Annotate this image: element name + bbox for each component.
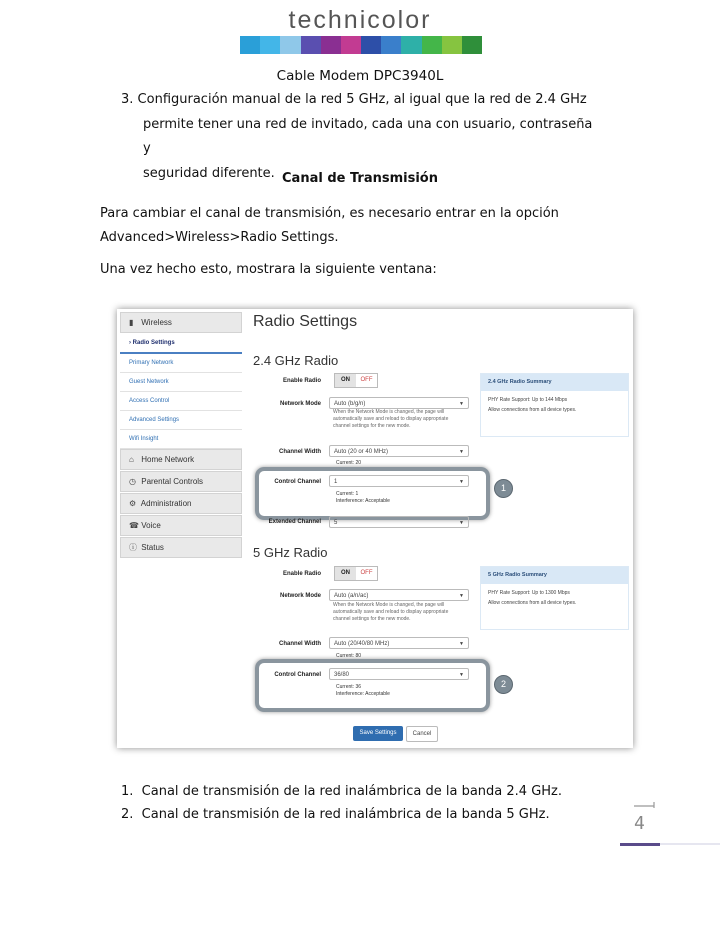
clock-icon: ◷ (129, 477, 136, 486)
select-value: Auto (20 or 40 MHz) (334, 449, 389, 455)
network-mode-select[interactable] (329, 589, 469, 601)
enable-radio-toggle[interactable] (334, 373, 378, 388)
stripe-block-7 (381, 36, 401, 54)
network-mode-label: Network Mode (279, 401, 321, 407)
channel-width-current: Current: 80 (336, 653, 362, 659)
control-channel-select[interactable] (329, 475, 469, 487)
stripe-block-11 (462, 36, 482, 54)
current-channel: Current: 36 (336, 684, 362, 690)
channel-width-label: Channel Width (279, 449, 321, 455)
chevron-right-icon: › (129, 340, 133, 346)
control-channel-label: Control Channel (274, 479, 321, 485)
sidebar-subitem-primary-network[interactable]: Primary Network (120, 354, 242, 373)
toggle-on[interactable]: ON (335, 567, 356, 580)
sidebar-subitem-advanced-settings[interactable]: Advanced Settings (120, 411, 242, 430)
sidebar-item-home-network[interactable] (120, 449, 242, 470)
sidebar-subitem-wifi-insight[interactable]: Wifi Insight (120, 430, 242, 449)
signal-bars-icon: ▮ (129, 318, 134, 327)
stripe-block-9 (422, 36, 442, 54)
sidebar-item-wireless[interactable] (120, 312, 242, 333)
sidebar-label: Administration (140, 499, 192, 508)
enable-radio-toggle[interactable] (334, 566, 378, 581)
dropdown-arrow-icon: ▼ (459, 449, 464, 455)
item-text-line3: seguridad diferente. (143, 165, 275, 181)
select-value: 36/80 (334, 672, 350, 678)
extended-channel-label: Extended Channel (268, 519, 321, 525)
document-title: Cable Modem DPC3940L (276, 68, 444, 84)
dropdown-arrow-icon: ▼ (459, 401, 464, 407)
summary-allow: Allow connections from all device types. (488, 407, 577, 413)
callout-badge-2: 2 (494, 675, 513, 694)
dropdown-arrow-icon: ▼ (459, 520, 464, 526)
channel-width-select[interactable] (329, 445, 469, 457)
select-value: Auto (b/g/n) (334, 401, 366, 407)
logo-color-stripe (240, 36, 482, 54)
stripe-block-5 (341, 36, 361, 54)
list-item-2 (121, 804, 562, 827)
info-icon: ⓘ (129, 543, 137, 552)
page-number-mark (620, 800, 720, 850)
control-channel-status (336, 684, 390, 697)
network-mode-help (333, 409, 471, 430)
dropdown-arrow-icon: ▼ (459, 479, 464, 485)
sidebar-label: Parental Controls (141, 477, 204, 486)
select-value: 1 (334, 479, 338, 485)
item-number: 3. (121, 92, 134, 107)
network-mode-label: Network Mode (279, 593, 321, 599)
interference-status: Interference: Acceptable (336, 497, 390, 504)
interference-status: Interference: Acceptable (336, 690, 390, 697)
sidebar-item-parental-controls[interactable] (120, 471, 242, 492)
extended-channel-select[interactable] (329, 516, 469, 528)
item-number: 1. (121, 784, 134, 799)
stripe-block-2 (280, 36, 300, 54)
stripe-block-4 (321, 36, 341, 54)
help-line: When the Network Mode is changed, the page will (333, 409, 445, 415)
sidebar-label: Radio Settings (132, 340, 175, 346)
gear-icon: ⚙ (129, 499, 137, 508)
help-line: When the Network Mode is changed, the page will (333, 602, 445, 608)
control-channel-label: Control Channel (274, 672, 321, 678)
dropdown-arrow-icon: ▼ (459, 672, 464, 678)
sidebar-subitem-guest-network[interactable]: Guest Network (120, 373, 242, 392)
save-settings-button[interactable]: Save Settings (353, 726, 403, 741)
channel-legend-list (121, 781, 562, 826)
radio-5-heading: 5 GHz Radio (253, 545, 328, 560)
radio-24-summary-panel (480, 373, 629, 437)
help-line: channel settings for the new mode. (333, 616, 411, 622)
sidebar-label: Home Network (141, 455, 195, 464)
channel-width-current: Current: 20 (336, 460, 362, 466)
sidebar-label: Voice (141, 521, 161, 530)
paragraph-line2: Advanced>Wireless>Radio Settings. (100, 230, 339, 245)
summary-title: 5 GHz Radio Summary (481, 567, 628, 584)
sidebar-item-status[interactable] (120, 537, 242, 558)
toggle-on[interactable]: ON (335, 374, 356, 387)
select-value: 5 (334, 520, 338, 526)
item-number: 2. (121, 806, 134, 822)
current-channel: Current: 1 (336, 491, 359, 497)
select-value: Auto (20/40/80 MHz) (334, 641, 390, 647)
page-number: 4 (634, 813, 645, 834)
phone-icon: ☎ (129, 521, 139, 530)
stripe-block-8 (401, 36, 421, 54)
item-text: Canal de transmisión de la red inalámbrica de la banda 2.4 GHz. (141, 784, 563, 799)
network-mode-help (333, 602, 471, 623)
sidebar (120, 312, 242, 559)
callout-badge-1: 1 (494, 479, 513, 498)
technicolor-logo: technicolor (288, 6, 432, 34)
stripe-block-3 (301, 36, 321, 54)
window-intro-paragraph: Una vez hecho esto, mostrara la siguiente ventana: (100, 262, 437, 277)
cancel-button[interactable]: Cancel (406, 726, 438, 742)
enable-radio-label: Enable Radio (282, 571, 321, 577)
item-text-line2: permite tener una red de invitado, cada una con usuario, contraseña y (143, 116, 593, 156)
sidebar-subitem-access-control[interactable]: Access Control (120, 392, 242, 411)
dropdown-arrow-icon: ▼ (459, 641, 464, 647)
stripe-block-6 (361, 36, 381, 54)
toggle-off[interactable]: OFF (360, 377, 373, 383)
channel-width-select[interactable] (329, 637, 469, 649)
sidebar-item-voice[interactable] (120, 515, 242, 536)
item-text-line1: Configuración manual de la red 5 GHz, al igual que la red de 2.4 GHz (137, 92, 587, 107)
stripe-block-10 (442, 36, 462, 54)
section-title: Canal de Transmisión (282, 171, 438, 186)
summary-title: 2.4 GHz Radio Summary (481, 374, 628, 391)
sidebar-label: Wireless (141, 318, 172, 327)
radio-5-summary-panel (480, 566, 629, 630)
sidebar-subitem-radio-settings[interactable] (120, 334, 242, 354)
summary-allow: Allow connections from all device types. (488, 600, 577, 606)
radio-24-heading: 2.4 GHz Radio (253, 353, 339, 368)
stripe-block-1 (260, 36, 280, 54)
select-value: Auto (a/n/ac) (334, 593, 369, 599)
channel-width-label: Channel Width (279, 641, 321, 647)
item-text: Canal de transmisión de la red inalámbrica de la banda 5 GHz. (141, 806, 550, 822)
home-icon: ⌂ (129, 455, 134, 464)
stripe-block-0 (240, 36, 260, 54)
radio-settings-screenshot (117, 309, 633, 748)
summary-rate: PHY Rate Support: Up to 144 Mbps (488, 397, 568, 403)
control-channel-status (336, 491, 390, 504)
help-line: automatically save and reload to display appropriate (333, 416, 449, 422)
sidebar-item-administration[interactable] (120, 493, 242, 514)
network-mode-select[interactable] (329, 397, 469, 409)
paragraph-line1: Para cambiar el canal de transmisión, es necesario entrar en la opción (100, 206, 559, 221)
instruction-paragraph (100, 202, 620, 250)
toggle-off[interactable]: OFF (360, 570, 373, 576)
summary-rate: PHY Rate Support: Up to 1300 Mbps (488, 590, 570, 596)
list-item-1 (121, 781, 562, 804)
radio-settings-title: Radio Settings (253, 313, 358, 330)
enable-radio-label: Enable Radio (282, 378, 321, 384)
sidebar-label: Status (141, 543, 164, 552)
help-line: automatically save and reload to display appropriate (333, 609, 449, 615)
help-line: channel settings for the new mode. (333, 423, 411, 429)
dropdown-arrow-icon: ▼ (459, 593, 464, 599)
control-channel-select[interactable] (329, 668, 469, 680)
